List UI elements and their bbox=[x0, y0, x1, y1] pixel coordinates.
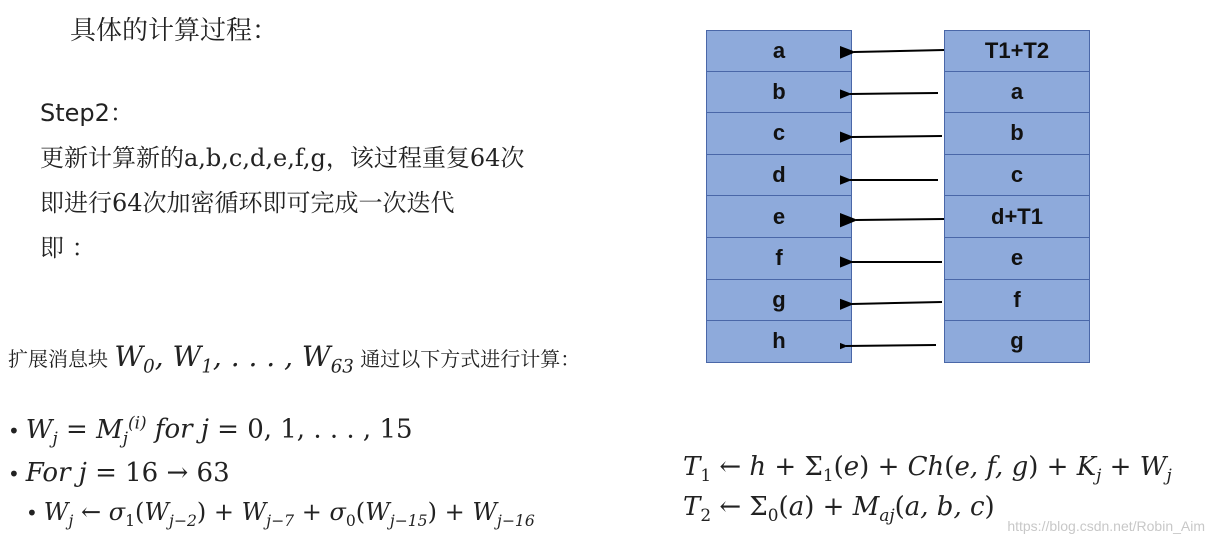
left-register-cell: h bbox=[706, 321, 852, 363]
expand-suffix: 通过以下方式进行计算： bbox=[360, 347, 581, 371]
left-register-cell: g bbox=[706, 280, 852, 322]
step-label: Step2： bbox=[40, 99, 134, 127]
formula-bullet-2: • For j = 16 → 63 bbox=[8, 458, 230, 488]
left-register-cell: a bbox=[706, 30, 852, 72]
shift-arrow bbox=[852, 302, 942, 304]
description-line-2: 即进行64次加密循环即可完成一次迭代 bbox=[40, 189, 455, 217]
watermark: https://blog.csdn.net/Robin_Aim bbox=[1007, 518, 1205, 534]
right-register-column bbox=[944, 30, 1090, 363]
left-register-cell: b bbox=[706, 72, 852, 114]
expand-formula: $W_0$, $W_1$, . . . , $W_{63}$ bbox=[114, 340, 354, 378]
right-register-cell: T1+T2 bbox=[944, 30, 1090, 72]
left-register-cell: d bbox=[706, 155, 852, 197]
page-title: 具体的计算过程： bbox=[70, 16, 279, 46]
expand-text: 扩展消息块 bbox=[8, 347, 108, 371]
description-line-1: 更新计算新的a,b,c,d,e,f,g，该过程重复64次 bbox=[40, 144, 525, 172]
formula-bullet-3: • $W_j$ ← $\sigma_1(W_{j-2}) + W_{j-7} + \sigma_0(W_{j-15}) + W_{j-16}$ bbox=[26, 498, 535, 530]
right-register-cell: e bbox=[944, 238, 1090, 280]
description-line-3: 即 ： bbox=[40, 234, 96, 262]
left-register-cell: e bbox=[706, 196, 852, 238]
shift-arrow bbox=[856, 219, 944, 220]
left-register-cell: f bbox=[706, 238, 852, 280]
right-register-cell: g bbox=[944, 321, 1090, 363]
right-register-cell: a bbox=[944, 72, 1090, 114]
shift-arrow bbox=[852, 136, 942, 137]
expand-message-line bbox=[8, 340, 580, 378]
right-register-cell: f bbox=[944, 280, 1090, 322]
right-register-cell: b bbox=[944, 113, 1090, 155]
shift-arrow bbox=[846, 345, 936, 346]
formula-t2: $T_2$ ← $\Sigma_0(a) + M_{aj}(a$, b, c) bbox=[683, 492, 995, 526]
shift-arrow bbox=[850, 93, 938, 94]
shift-arrow bbox=[854, 50, 944, 52]
formula-t1: $T_1$ ← $h + \Sigma_1(e) + Ch(e$, f, $g) + K_j + W_j$ bbox=[683, 452, 1172, 486]
register-arrows bbox=[840, 30, 950, 365]
left-register-column bbox=[706, 30, 852, 363]
right-register-cell: d+T1 bbox=[944, 196, 1090, 238]
right-register-cell: c bbox=[944, 155, 1090, 197]
formula-bullet-1: • $W_j = M_j^{(i)}$ for j = 0, 1, . . . , 15 bbox=[8, 412, 413, 448]
left-register-cell: c bbox=[706, 113, 852, 155]
